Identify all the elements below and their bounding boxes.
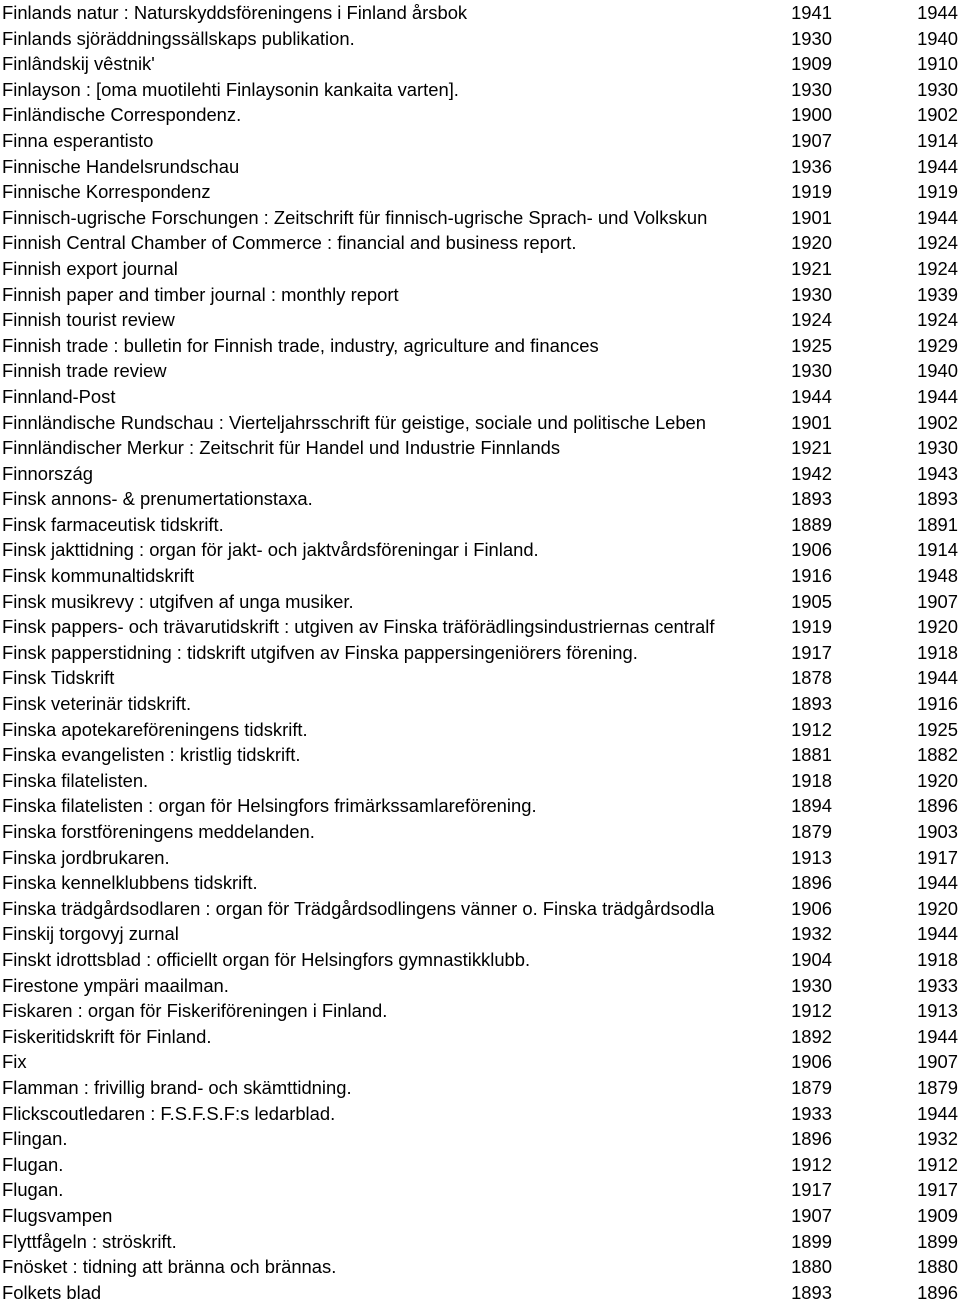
- end-year: 1918: [917, 641, 958, 663]
- start-year: 1930: [791, 360, 832, 382]
- list-item: [0, 1280, 960, 1305]
- start-year: 1944: [791, 385, 832, 407]
- start-year: 1913: [791, 846, 832, 868]
- end-year: 1930: [917, 78, 958, 100]
- periodical-title: Finnish tourist review: [2, 309, 175, 331]
- start-year: 1912: [791, 718, 832, 740]
- end-year: 1940: [917, 360, 958, 382]
- periodical-title: Fiskeritidskrift för Finland.: [2, 1025, 212, 1047]
- end-year: 1902: [917, 104, 958, 126]
- end-year: 1909: [917, 1204, 958, 1226]
- periodical-title: Finnish Central Chamber of Commerce : financial and business report.: [2, 232, 577, 254]
- start-year: 1909: [791, 53, 832, 75]
- list-item: [0, 307, 960, 333]
- end-year: 1896: [917, 795, 958, 817]
- start-year: 1896: [791, 872, 832, 894]
- list-item: [0, 486, 960, 512]
- end-year: 1944: [917, 1025, 958, 1047]
- list-item: [0, 256, 960, 282]
- end-year: 1932: [917, 1128, 958, 1150]
- start-year: 1906: [791, 539, 832, 561]
- periodical-title: Firestone ympäri maailman.: [2, 974, 229, 996]
- start-year: 1921: [791, 257, 832, 279]
- start-year: 1921: [791, 437, 832, 459]
- periodical-title: Fnösket : tidning att bränna och brännas.: [2, 1256, 337, 1278]
- list-item: [0, 128, 960, 154]
- list-item: [0, 1126, 960, 1152]
- start-year: 1899: [791, 1230, 832, 1252]
- periodical-title: Finsk veterinär tidskrift.: [2, 693, 192, 715]
- list-item: [0, 921, 960, 947]
- periodical-title: Finsk Tidskrift: [2, 667, 115, 689]
- end-year: 1924: [917, 232, 958, 254]
- list-item: [0, 461, 960, 487]
- periodical-title: Finnish export journal: [2, 257, 178, 279]
- list-item: [0, 947, 960, 973]
- periodical-title: Finnország: [2, 462, 93, 484]
- list-item: [0, 154, 960, 180]
- end-year: 1919: [917, 181, 958, 203]
- start-year: 1932: [791, 923, 832, 945]
- end-year: 1902: [917, 411, 958, 433]
- end-year: 1933: [917, 974, 958, 996]
- end-year: 1944: [917, 923, 958, 945]
- periodical-title: Finska forstföreningens meddelanden.: [2, 821, 315, 842]
- list-item: [0, 640, 960, 666]
- list-item: [0, 77, 960, 103]
- list-item: [0, 0, 960, 26]
- start-year: 1912: [791, 1153, 832, 1175]
- list-item: [0, 691, 960, 717]
- periodical-title: Finskt idrottsblad : officiellt organ för Helsingfors gymnastikklubb.: [2, 948, 531, 970]
- list-item: [0, 665, 960, 691]
- periodical-title: Finnish trade review: [2, 360, 167, 382]
- start-year: 1936: [791, 155, 832, 177]
- end-year: 1880: [917, 1256, 958, 1278]
- end-year: 1879: [917, 1076, 958, 1098]
- start-year: 1900: [791, 104, 832, 126]
- periodical-title: Finska filatelisten.: [2, 769, 149, 791]
- end-year: 1943: [917, 462, 958, 484]
- periodical-title: Finska apotekareföreningens tidskrift.: [2, 718, 308, 740]
- end-year: 1944: [917, 155, 958, 177]
- start-year: 1905: [791, 590, 832, 612]
- end-year: 1940: [917, 27, 958, 49]
- start-year: 1881: [791, 744, 832, 766]
- periodical-title: Flyttfågeln : ströskrift.: [2, 1230, 177, 1252]
- start-year: 1904: [791, 948, 832, 970]
- start-year: 1942: [791, 462, 832, 484]
- periodical-title: Folkets blad: [2, 1281, 102, 1303]
- list-item: [0, 1254, 960, 1280]
- periodical-title: Flugsvampen: [2, 1204, 113, 1226]
- start-year: 1879: [791, 1076, 832, 1098]
- list-item: [0, 102, 960, 128]
- end-year: 1939: [917, 283, 958, 305]
- periodical-title: Flamman : frivillig brand- och skämttidning.: [2, 1076, 352, 1098]
- list-item: [0, 179, 960, 205]
- end-year: 1914: [917, 129, 958, 151]
- periodical-title: Flickscoutledaren : F.S.F.S.F:s ledarblad.: [2, 1102, 336, 1124]
- end-year: 1925: [917, 718, 958, 740]
- start-year: 1918: [791, 769, 832, 791]
- start-year: 1933: [791, 1102, 832, 1124]
- end-year: 1944: [917, 872, 958, 894]
- end-year: 1917: [917, 846, 958, 868]
- periodical-title: Finsk farmaceutisk tidskrift.: [2, 513, 224, 535]
- end-year: 1910: [917, 53, 958, 75]
- end-year: 1917: [917, 1179, 958, 1201]
- list-item: [0, 973, 960, 999]
- list-item: [0, 1203, 960, 1229]
- end-year: 1899: [917, 1230, 958, 1252]
- end-year: 1944: [917, 2, 958, 23]
- list-item: [0, 358, 960, 384]
- periodical-title: Finsk papperstidning : tidskrift utgifven av Finska pappersingeniörers förening.: [2, 641, 638, 663]
- periodical-title: Flingan.: [2, 1128, 68, 1150]
- periodical-title: Finska trädgårdsodlaren : organ för Trädgårdsodlingens vänner o. Finska trädgårdsodla: [2, 897, 715, 919]
- periodical-title: Finska jordbrukaren.: [2, 846, 170, 868]
- end-year: 1913: [917, 1000, 958, 1022]
- end-year: 1930: [917, 437, 958, 459]
- start-year: 1919: [791, 616, 832, 638]
- periodical-title: Finnländischer Merkur : Zeitschrit für Handel und Industrie Finnlands: [2, 437, 561, 459]
- start-year: 1906: [791, 1051, 832, 1073]
- periodical-title: Fix: [2, 1051, 27, 1073]
- list-item: [0, 768, 960, 794]
- end-year: 1920: [917, 769, 958, 791]
- list-item: [0, 1101, 960, 1127]
- start-year: 1919: [791, 181, 832, 203]
- periodical-title: Finskij torgovyj zurnal: [2, 923, 179, 945]
- list-item: [0, 896, 960, 922]
- list-item: [0, 333, 960, 359]
- periodical-title: Finlândskij vêstnik': [2, 53, 155, 75]
- periodical-title: Finnisch-ugrische Forschungen : Zeitschrift für finnisch-ugrische Sprach- und Volkskun: [2, 206, 708, 228]
- end-year: 1920: [917, 897, 958, 919]
- start-year: 1893: [791, 1281, 832, 1303]
- start-year: 1907: [791, 129, 832, 151]
- list-item: [0, 845, 960, 871]
- start-year: 1889: [791, 513, 832, 535]
- start-year: 1925: [791, 334, 832, 356]
- start-year: 1917: [791, 1179, 832, 1201]
- list-item: [0, 230, 960, 256]
- periodical-title: Finlayson : [oma muotilehti Finlaysonin kankaita varten].: [2, 78, 459, 100]
- periodical-title: Finnische Korrespondenz: [2, 181, 211, 203]
- list-item: [0, 998, 960, 1024]
- end-year: 1948: [917, 565, 958, 587]
- periodical-title: Finsk musikrevy : utgifven af unga musiker.: [2, 590, 354, 612]
- end-year: 1944: [917, 385, 958, 407]
- end-year: 1903: [917, 821, 958, 842]
- periodical-title: Finska kennelklubbens tidskrift.: [2, 872, 258, 894]
- periodical-title: Finnish trade : bulletin for Finnish trade, industry, agriculture and finances: [2, 334, 599, 356]
- start-year: 1930: [791, 974, 832, 996]
- periodical-title: Finsk kommunaltidskrift: [2, 565, 195, 587]
- list-item: [0, 563, 960, 589]
- list-item: [0, 205, 960, 231]
- start-year: 1893: [791, 693, 832, 715]
- end-year: 1896: [917, 1281, 958, 1303]
- periodical-title: Flugan.: [2, 1153, 64, 1175]
- periodical-title: Finsk pappers- och trävarutidskrift : utgiven av Finska träförädlingsindustriernas centralf: [2, 616, 715, 638]
- start-year: 1941: [791, 2, 832, 23]
- periodical-title: Flugan.: [2, 1179, 64, 1201]
- start-year: 1920: [791, 232, 832, 254]
- end-year: 1920: [917, 616, 958, 638]
- start-year: 1907: [791, 1204, 832, 1226]
- end-year: 1924: [917, 257, 958, 279]
- periodical-title: Finnland-Post: [2, 385, 116, 407]
- list-item: [0, 1152, 960, 1178]
- list-item: [0, 282, 960, 308]
- list-item: [0, 1075, 960, 1101]
- list-item: [0, 589, 960, 615]
- list-item: [0, 793, 960, 819]
- periodical-title: Finlands sjöräddningssällskaps publikation.: [2, 27, 355, 49]
- list-item: [0, 742, 960, 768]
- start-year: 1916: [791, 565, 832, 587]
- start-year: 1901: [791, 411, 832, 433]
- start-year: 1906: [791, 897, 832, 919]
- periodical-title: Finska evangelisten : kristlig tidskrift.: [2, 744, 301, 766]
- start-year: 1901: [791, 206, 832, 228]
- end-year: 1918: [917, 948, 958, 970]
- list-item: [0, 51, 960, 77]
- end-year: 1907: [917, 590, 958, 612]
- start-year: 1917: [791, 641, 832, 663]
- end-year: 1944: [917, 667, 958, 689]
- periodical-title: Finnische Handelsrundschau: [2, 155, 240, 177]
- end-year: 1912: [917, 1153, 958, 1175]
- start-year: 1880: [791, 1256, 832, 1278]
- start-year: 1892: [791, 1025, 832, 1047]
- periodical-title: Fiskaren : organ för Fiskeriföreningen i Finland.: [2, 1000, 388, 1022]
- periodical-title: Finna esperantisto: [2, 129, 154, 151]
- list-item: [0, 26, 960, 52]
- periodical-title: Finnländische Rundschau : Vierteljahrsschrift für geistige, sociale und politische Leben: [2, 411, 707, 433]
- start-year: 1930: [791, 283, 832, 305]
- list-item: [0, 537, 960, 563]
- end-year: 1944: [917, 1102, 958, 1124]
- list-item: [0, 435, 960, 461]
- list-item: [0, 819, 960, 845]
- periodical-title: Finlands natur : Naturskyddsföreningens i Finland årsbok: [2, 2, 468, 23]
- start-year: 1878: [791, 667, 832, 689]
- periodical-title: Finska filatelisten : organ för Helsingfors frimärkssamlareförening.: [2, 795, 537, 817]
- end-year: 1893: [917, 488, 958, 510]
- list-item: [0, 1229, 960, 1255]
- start-year: 1924: [791, 309, 832, 331]
- list-item: [0, 384, 960, 410]
- list-item: [0, 870, 960, 896]
- end-year: 1916: [917, 693, 958, 715]
- list-item: [0, 1049, 960, 1075]
- periodical-title: Finsk annons- & prenumertationstaxa.: [2, 488, 313, 510]
- end-year: 1924: [917, 309, 958, 331]
- list-item: [0, 717, 960, 743]
- list-item: [0, 1024, 960, 1050]
- end-year: 1929: [917, 334, 958, 356]
- start-year: 1893: [791, 488, 832, 510]
- end-year: 1882: [917, 744, 958, 766]
- end-year: 1944: [917, 206, 958, 228]
- start-year: 1930: [791, 27, 832, 49]
- list-item: [0, 410, 960, 436]
- start-year: 1912: [791, 1000, 832, 1022]
- start-year: 1894: [791, 795, 832, 817]
- periodical-title: Finsk jakttidning : organ för jakt- och jaktvårdsföreningar i Finland.: [2, 539, 539, 561]
- periodical-title: Finländische Correspondenz.: [2, 104, 242, 126]
- start-year: 1896: [791, 1128, 832, 1150]
- periodical-title: Finnish paper and timber journal : monthly report: [2, 283, 399, 305]
- start-year: 1879: [791, 821, 832, 842]
- list-item: [0, 512, 960, 538]
- end-year: 1914: [917, 539, 958, 561]
- start-year: 1930: [791, 78, 832, 100]
- end-year: 1907: [917, 1051, 958, 1073]
- end-year: 1891: [917, 513, 958, 535]
- list-item: [0, 1177, 960, 1203]
- list-item: [0, 614, 960, 640]
